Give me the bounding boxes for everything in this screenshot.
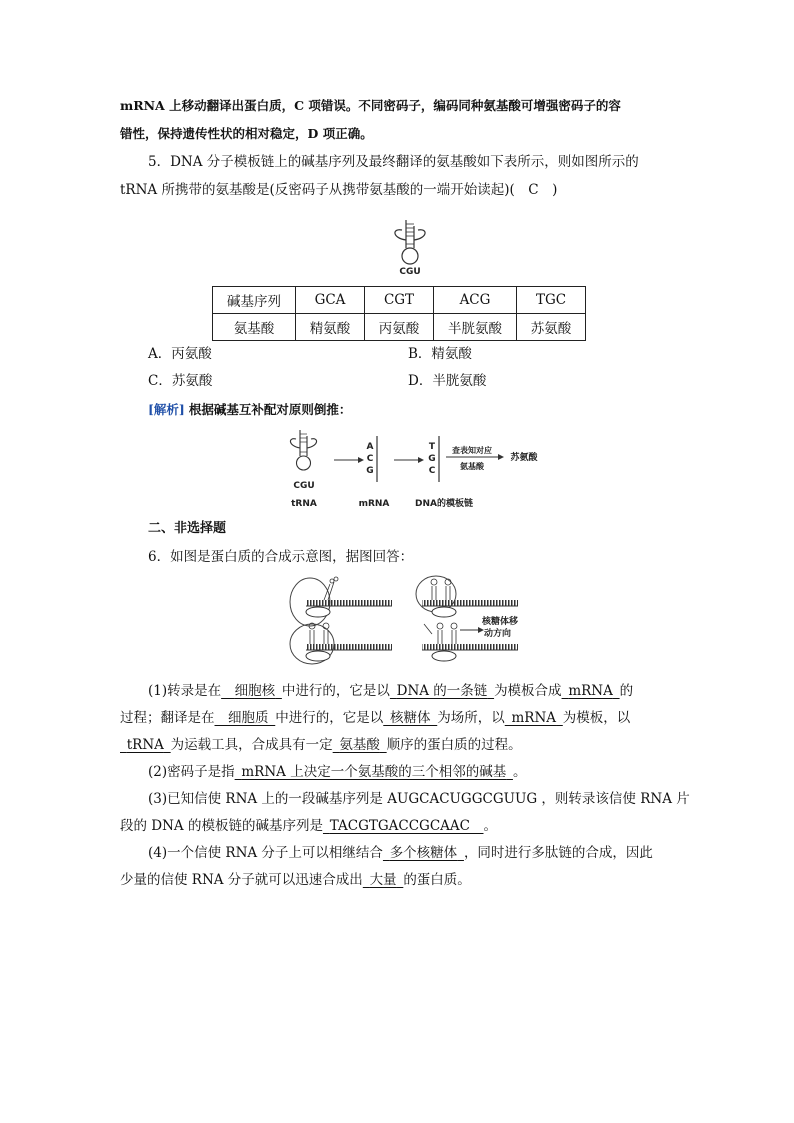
answer-text: mRNA 上决定一个氨基酸的三个相邻的碱基	[241, 764, 507, 780]
dna-base: T	[428, 442, 436, 452]
answer-text: mRNA	[568, 683, 613, 699]
text: 为模板，以	[562, 710, 631, 726]
q6-p2-line	[148, 762, 708, 782]
intro-line-2: 错性，保持遗传性状的相对稳定，D 项正确。	[120, 126, 373, 141]
text: 。	[512, 764, 527, 780]
table-cell: GCA	[296, 287, 365, 314]
text: (4)一个信使 RNA 分子上可以相继结合	[148, 845, 383, 861]
answer-text: DNA 的一条链	[396, 683, 488, 699]
analysis-diagram	[284, 426, 544, 512]
diagram-mrna-label: mRNA	[358, 499, 390, 509]
answer-blank	[383, 845, 464, 861]
protein-synthesis-figure	[286, 572, 526, 668]
text: 少量的信使 RNA 分子就可以迅速合成出	[120, 872, 363, 888]
mrna-base: G	[366, 466, 374, 476]
text: 为运载工具，合成具有一定	[170, 737, 333, 753]
q6-p1-line-1	[148, 681, 708, 701]
mrna-base: C	[366, 454, 374, 464]
diagram-codon-label: CGU	[293, 481, 315, 491]
q6-p3-line-1: (3)已知信使 RNA 上的一段碱基序列是 AUGCACUGGCGUUG ，则转录该信使 RNA 片	[148, 791, 690, 807]
diagram-trna-label: tRNA	[291, 499, 317, 509]
text: 过程；翻译是在	[120, 710, 215, 726]
answer-text: 大量	[369, 872, 397, 888]
answer-blank	[221, 683, 282, 699]
answer-blank	[235, 764, 513, 780]
table-row	[213, 314, 586, 341]
answer-blank	[505, 710, 563, 726]
answer-blank	[333, 737, 387, 753]
dna-base: G	[428, 454, 436, 464]
mrna-base: A	[366, 442, 374, 452]
table-cell: TGC	[517, 287, 586, 314]
q6-p4-line-1	[148, 843, 708, 863]
trna-figure	[384, 216, 436, 278]
section-heading: 二、非选择题	[148, 521, 227, 536]
text: 顺序的蛋白质的过程。	[386, 737, 522, 753]
text: 的蛋白质。	[403, 872, 471, 888]
table-cell: 氨基酸	[213, 314, 296, 341]
answer-blank	[215, 710, 276, 726]
answer-text: 氨基酸	[339, 737, 380, 753]
analysis-line	[148, 400, 708, 420]
table-cell: 苏氨酸	[517, 314, 586, 341]
table-cell: 碱基序列	[213, 287, 296, 314]
text: 中进行的，它是以	[275, 710, 384, 726]
text: 的	[619, 683, 634, 699]
q6-p4-line-2	[120, 870, 680, 890]
text: (2)密码子是指	[148, 764, 235, 780]
answer-text: 细胞质	[228, 710, 269, 726]
table-cell: 丙氨酸	[365, 314, 434, 341]
result-amino-acid: 苏氨酸	[510, 453, 538, 463]
arrow-bottom-label: 氨基酸	[460, 462, 484, 471]
option-b: B．精氨酸	[408, 346, 472, 362]
text: 。	[483, 818, 497, 834]
arrow-top-label: 查表知对应	[452, 446, 492, 455]
text: ，同时进行多肽链的合成，因此	[463, 845, 653, 861]
dna-base: C	[428, 466, 436, 476]
intro-line-1: mRNA 上移动翻译出蛋白质，C 项错误。不同密码子，编码同种氨基酸可增强密码子的容	[120, 98, 621, 113]
text: (1)转录是在	[148, 683, 222, 699]
text: 中进行的，它是以	[281, 683, 390, 699]
answer-text: 核糖体	[390, 710, 431, 726]
analysis-tag: [解析]	[148, 402, 185, 417]
table-row	[213, 287, 586, 314]
option-c: C．苏氨酸	[148, 373, 213, 389]
answer-text: 细胞核	[234, 683, 276, 699]
answer-text: TACGTGACCGCAAC	[329, 818, 470, 834]
text: 为模板合成	[494, 683, 562, 699]
answer-text: mRNA	[511, 710, 557, 726]
q6-p1-line-2	[120, 708, 680, 728]
answer-blank	[390, 683, 494, 699]
answer-text: 多个核糖体	[389, 845, 458, 861]
answer-blank	[120, 737, 171, 753]
table-cell: 半胱氨酸	[434, 314, 517, 341]
q5-stem-line-2: tRNA 所携带的氨基酸是(反密码子从携带氨基酸的一端开始读起)( C )	[120, 182, 558, 198]
table-cell: CGT	[365, 287, 434, 314]
q6-title: 6．如图是蛋白质的合成示意图，据图回答：	[148, 549, 414, 565]
ribosome-move-label-1: 核糖体移	[482, 617, 519, 627]
answer-text: tRNA	[126, 737, 164, 753]
analysis-text: 根据碱基互补配对原则倒推：	[188, 402, 352, 417]
base-sequence-table	[212, 286, 586, 341]
q5-stem-line-1: 5．DNA 分子模板链上的碱基序列及最终翻译的氨基酸如下表所示，则如图所示的	[148, 154, 639, 170]
option-d: D．半胱氨酸	[408, 373, 487, 389]
table-cell: 精氨酸	[296, 314, 365, 341]
trna-anticodon-label: CGU	[399, 267, 421, 277]
answer-blank	[562, 683, 620, 699]
q6-p1-line-3	[120, 735, 680, 755]
q6-p3-line-2	[120, 816, 680, 836]
table-cell: ACG	[434, 287, 517, 314]
answer-blank	[383, 710, 437, 726]
text: 段的 DNA 的模板链的碱基序列是	[120, 818, 323, 834]
answer-blank	[323, 818, 484, 834]
diagram-dna-label: DNA的模板链	[415, 499, 473, 509]
option-a: A．丙氨酸	[148, 346, 212, 362]
answer-blank	[363, 872, 404, 888]
text: 为场所，以	[437, 710, 505, 726]
ribosome-move-label-2: 动方向	[484, 629, 512, 639]
